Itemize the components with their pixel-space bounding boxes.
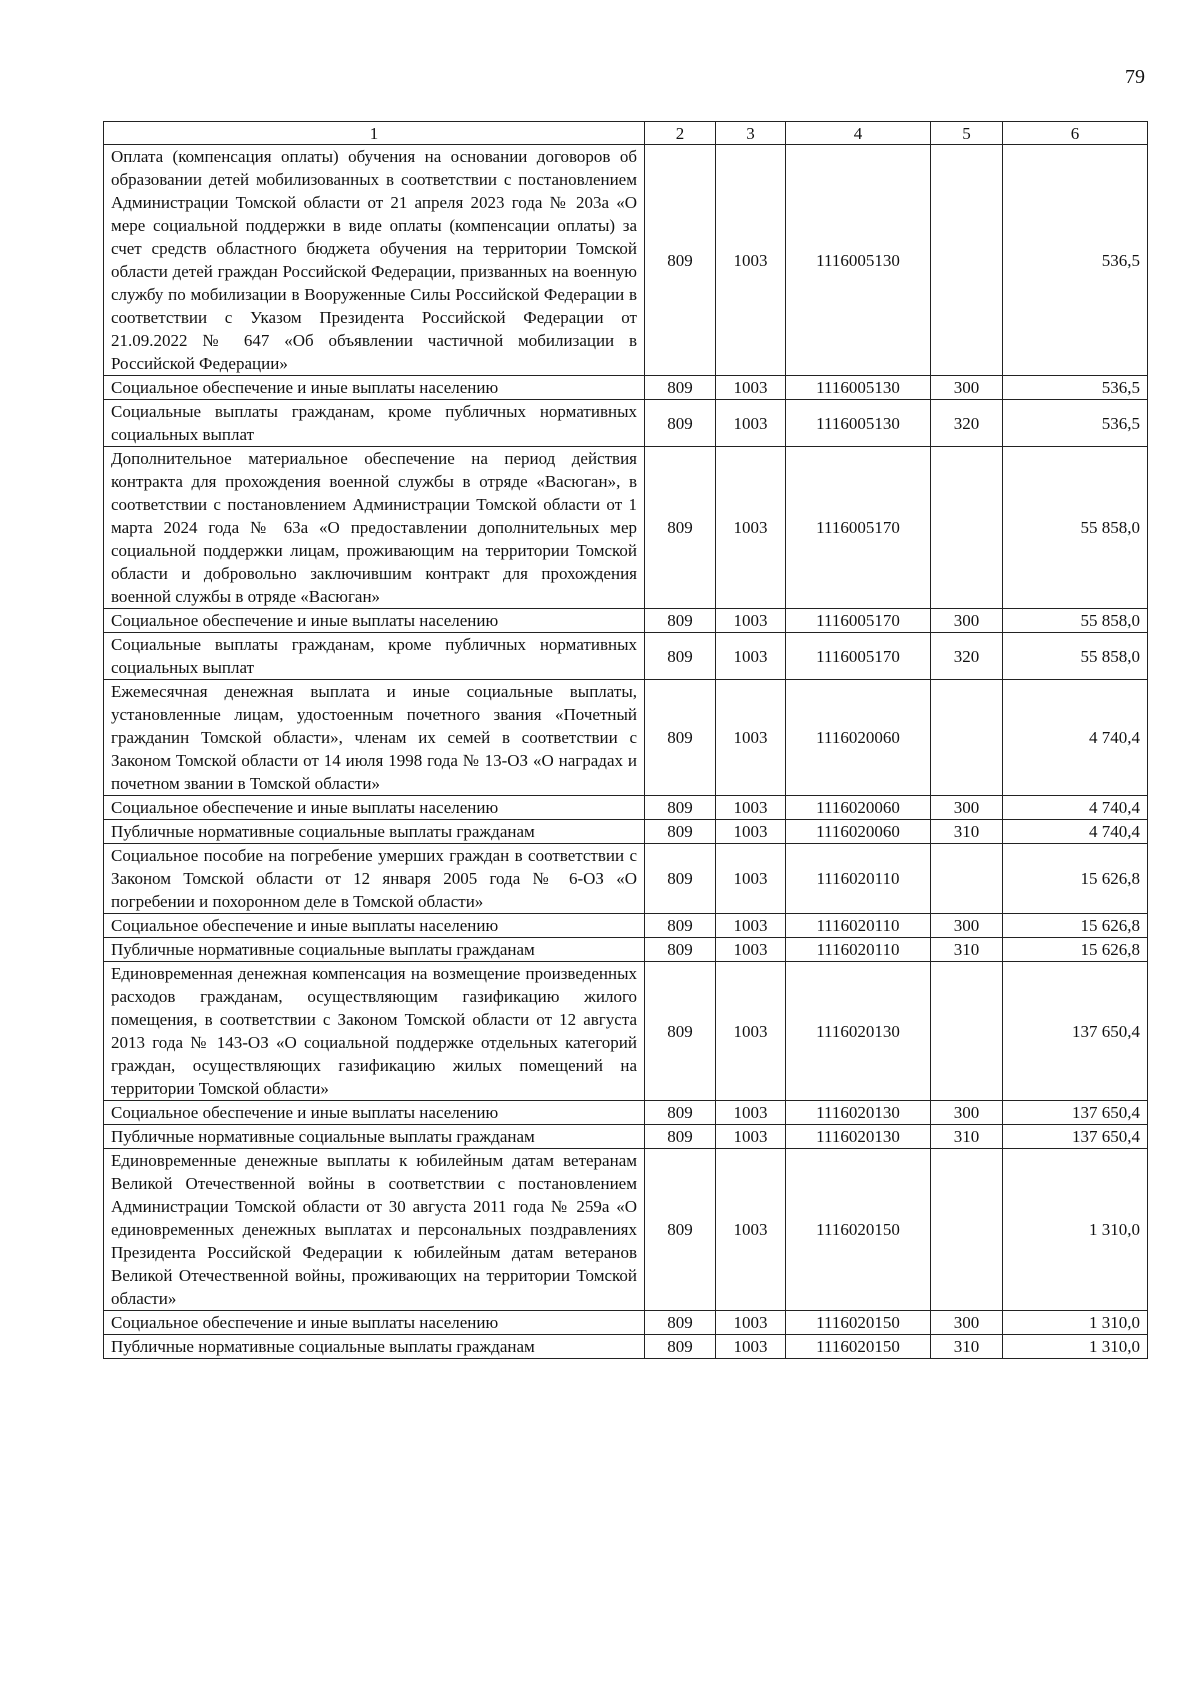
ministry-code: 809 [645, 1149, 716, 1311]
row-description: Социальное обеспечение и иные выплаты населению [104, 796, 645, 820]
expense-type-code: 320 [931, 633, 1003, 680]
section-code: 1003 [716, 962, 786, 1101]
ministry-code: 809 [645, 938, 716, 962]
ministry-code: 809 [645, 680, 716, 796]
target-article-code: 1116020130 [786, 962, 931, 1101]
page-number: 79 [1125, 66, 1145, 88]
expense-type-code: 300 [931, 376, 1003, 400]
section-code: 1003 [716, 1311, 786, 1335]
ministry-code: 809 [645, 633, 716, 680]
target-article-code: 1116005130 [786, 376, 931, 400]
ministry-code: 809 [645, 145, 716, 376]
table-row [104, 680, 1148, 796]
table-row [104, 145, 1148, 376]
table-row [104, 376, 1148, 400]
table-body [104, 122, 1148, 1359]
amount: 15 626,8 [1003, 844, 1148, 914]
target-article-code: 1116020130 [786, 1125, 931, 1149]
ministry-code: 809 [645, 1125, 716, 1149]
expense-type-code: 300 [931, 796, 1003, 820]
section-code: 1003 [716, 938, 786, 962]
expense-type-code [931, 844, 1003, 914]
section-code: 1003 [716, 145, 786, 376]
row-description: Публичные нормативные социальные выплаты гражданам [104, 1335, 645, 1359]
amount: 137 650,4 [1003, 1101, 1148, 1125]
amount: 15 626,8 [1003, 914, 1148, 938]
header-cell-4: 4 [786, 122, 931, 145]
amount: 137 650,4 [1003, 1125, 1148, 1149]
row-description: Социальное обеспечение и иные выплаты населению [104, 1311, 645, 1335]
expense-type-code: 300 [931, 1311, 1003, 1335]
row-description: Публичные нормативные социальные выплаты гражданам [104, 938, 645, 962]
section-code: 1003 [716, 447, 786, 609]
row-description: Единовременная денежная компенсация на возмещение произведенных расходов гражданам, осуществляющим газификацию жилого помещения, в соответствии с Законом Томской области от 12 августа 2013 года № 143-ОЗ «О социальной поддержке отдельных категорий граждан, осуществляющих газификацию жилых помещений на территории Томской области» [104, 962, 645, 1101]
expense-type-code: 310 [931, 820, 1003, 844]
ministry-code: 809 [645, 376, 716, 400]
expense-type-code [931, 680, 1003, 796]
amount: 1 310,0 [1003, 1311, 1148, 1335]
amount: 137 650,4 [1003, 962, 1148, 1101]
expense-type-code [931, 1149, 1003, 1311]
amount: 4 740,4 [1003, 820, 1148, 844]
table-row [104, 1101, 1148, 1125]
header-cell-3: 3 [716, 122, 786, 145]
section-code: 1003 [716, 820, 786, 844]
row-description: Дополнительное материальное обеспечение на период действия контракта для прохождения военной службы в отряде «Васюган», в соответствии с постановлением Администрации Томской области от 1 марта 2024 года № 63а «О предоставлении дополнительных мер социальной поддержки лицам, проживающим на территории Томской области и добровольно заключившим контракт для прохождения военной службы в отряде «Васюган» [104, 447, 645, 609]
row-description: Социальные выплаты гражданам, кроме публичных нормативных социальных выплат [104, 400, 645, 447]
amount: 55 858,0 [1003, 633, 1148, 680]
target-article-code: 1116005130 [786, 400, 931, 447]
target-article-code: 1116020150 [786, 1149, 931, 1311]
section-code: 1003 [716, 1125, 786, 1149]
header-row [104, 122, 1148, 145]
header-cell-1: 1 [104, 122, 645, 145]
row-description: Ежемесячная денежная выплата и иные социальные выплаты, установленные лицам, удостоенным почетного звания «Почетный гражданин Томской области», членам их семей в соответствии с Законом Томской области от 14 июля 1998 года № 13-ОЗ «О наградах и почетном звании в Томской области» [104, 680, 645, 796]
ministry-code: 809 [645, 1335, 716, 1359]
table-row [104, 1125, 1148, 1149]
target-article-code: 1116020060 [786, 680, 931, 796]
expense-type-code: 310 [931, 938, 1003, 962]
ministry-code: 809 [645, 844, 716, 914]
table-row [104, 447, 1148, 609]
header-cell-5: 5 [931, 122, 1003, 145]
section-code: 1003 [716, 1101, 786, 1125]
table-row [104, 1311, 1148, 1335]
row-description: Социальное обеспечение и иные выплаты населению [104, 914, 645, 938]
amount: 4 740,4 [1003, 680, 1148, 796]
expense-type-code [931, 962, 1003, 1101]
expense-type-code: 320 [931, 400, 1003, 447]
expense-type-code: 300 [931, 914, 1003, 938]
section-code: 1003 [716, 1335, 786, 1359]
expense-type-code: 300 [931, 609, 1003, 633]
target-article-code: 1116020150 [786, 1311, 931, 1335]
row-description: Социальное пособие на погребение умерших граждан в соответствии с Законом Томской области от 12 января 2005 года № 6-ОЗ «О погребении и похоронном деле в Томской области» [104, 844, 645, 914]
amount: 536,5 [1003, 400, 1148, 447]
row-description: Социальное обеспечение и иные выплаты населению [104, 376, 645, 400]
header-cell-6: 6 [1003, 122, 1148, 145]
amount: 55 858,0 [1003, 609, 1148, 633]
header-cell-2: 2 [645, 122, 716, 145]
section-code: 1003 [716, 376, 786, 400]
table-row [104, 609, 1148, 633]
expense-type-code [931, 145, 1003, 376]
section-code: 1003 [716, 796, 786, 820]
row-description: Социальное обеспечение и иные выплаты населению [104, 609, 645, 633]
ministry-code: 809 [645, 914, 716, 938]
table-row [104, 844, 1148, 914]
target-article-code: 1116020150 [786, 1335, 931, 1359]
section-code: 1003 [716, 609, 786, 633]
amount: 1 310,0 [1003, 1335, 1148, 1359]
section-code: 1003 [716, 844, 786, 914]
table-row [104, 400, 1148, 447]
amount: 15 626,8 [1003, 938, 1148, 962]
amount: 4 740,4 [1003, 796, 1148, 820]
target-article-code: 1116005170 [786, 633, 931, 680]
ministry-code: 809 [645, 820, 716, 844]
ministry-code: 809 [645, 609, 716, 633]
expense-type-code: 300 [931, 1101, 1003, 1125]
ministry-code: 809 [645, 1101, 716, 1125]
table-row [104, 796, 1148, 820]
target-article-code: 1116020130 [786, 1101, 931, 1125]
section-code: 1003 [716, 1149, 786, 1311]
table-row [104, 1335, 1148, 1359]
table-row [104, 820, 1148, 844]
section-code: 1003 [716, 400, 786, 447]
row-description: Публичные нормативные социальные выплаты гражданам [104, 1125, 645, 1149]
table-row [104, 938, 1148, 962]
target-article-code: 1116005170 [786, 609, 931, 633]
target-article-code: 1116020110 [786, 914, 931, 938]
target-article-code: 1116005170 [786, 447, 931, 609]
row-description: Единовременные денежные выплаты к юбилейным датам ветеранам Великой Отечественной войны в соответствии с постановлением Администрации Томской области от 30 августа 2011 года № 259а «О единовременных денежных выплатах и персональных поздравлениях Президента Российской Федерации к юбилейным датам ветеранов Великой Отечественной войны, проживающих на территории Томской области» [104, 1149, 645, 1311]
section-code: 1003 [716, 914, 786, 938]
section-code: 1003 [716, 680, 786, 796]
amount: 55 858,0 [1003, 447, 1148, 609]
target-article-code: 1116020110 [786, 938, 931, 962]
table-row [104, 1149, 1148, 1311]
row-description: Социальные выплаты гражданам, кроме публичных нормативных социальных выплат [104, 633, 645, 680]
table-row [104, 962, 1148, 1101]
row-description: Оплата (компенсация оплаты) обучения на основании договоров об образовании детей мобилизованных в соответствии с постановлением Администрации Томской области от 21 апреля 2023 года № 203а «О мере социальной поддержки в виде оплаты (компенсации оплаты) за счет средств областного бюджета обучения на территории Томской области детей граждан Российской Федерации, призванных на военную службу по мобилизации в Вооруженные Силы Российской Федерации в соответствии с Указом Президента Российской Федерации от 21.09.2022 № 647 «Об объявлении частичной мобилизации в Российской Федерации» [104, 145, 645, 376]
amount: 536,5 [1003, 145, 1148, 376]
target-article-code: 1116005130 [786, 145, 931, 376]
target-article-code: 1116020110 [786, 844, 931, 914]
ministry-code: 809 [645, 400, 716, 447]
ministry-code: 809 [645, 1311, 716, 1335]
ministry-code: 809 [645, 962, 716, 1101]
row-description: Социальное обеспечение и иные выплаты населению [104, 1101, 645, 1125]
expense-type-code [931, 447, 1003, 609]
ministry-code: 809 [645, 447, 716, 609]
target-article-code: 1116020060 [786, 796, 931, 820]
expense-type-code: 310 [931, 1125, 1003, 1149]
section-code: 1003 [716, 633, 786, 680]
target-article-code: 1116020060 [786, 820, 931, 844]
amount: 536,5 [1003, 376, 1148, 400]
expense-type-code: 310 [931, 1335, 1003, 1359]
amount: 1 310,0 [1003, 1149, 1148, 1311]
table-row [104, 633, 1148, 680]
budget-table [103, 121, 1148, 1359]
table-row [104, 914, 1148, 938]
ministry-code: 809 [645, 796, 716, 820]
row-description: Публичные нормативные социальные выплаты гражданам [104, 820, 645, 844]
